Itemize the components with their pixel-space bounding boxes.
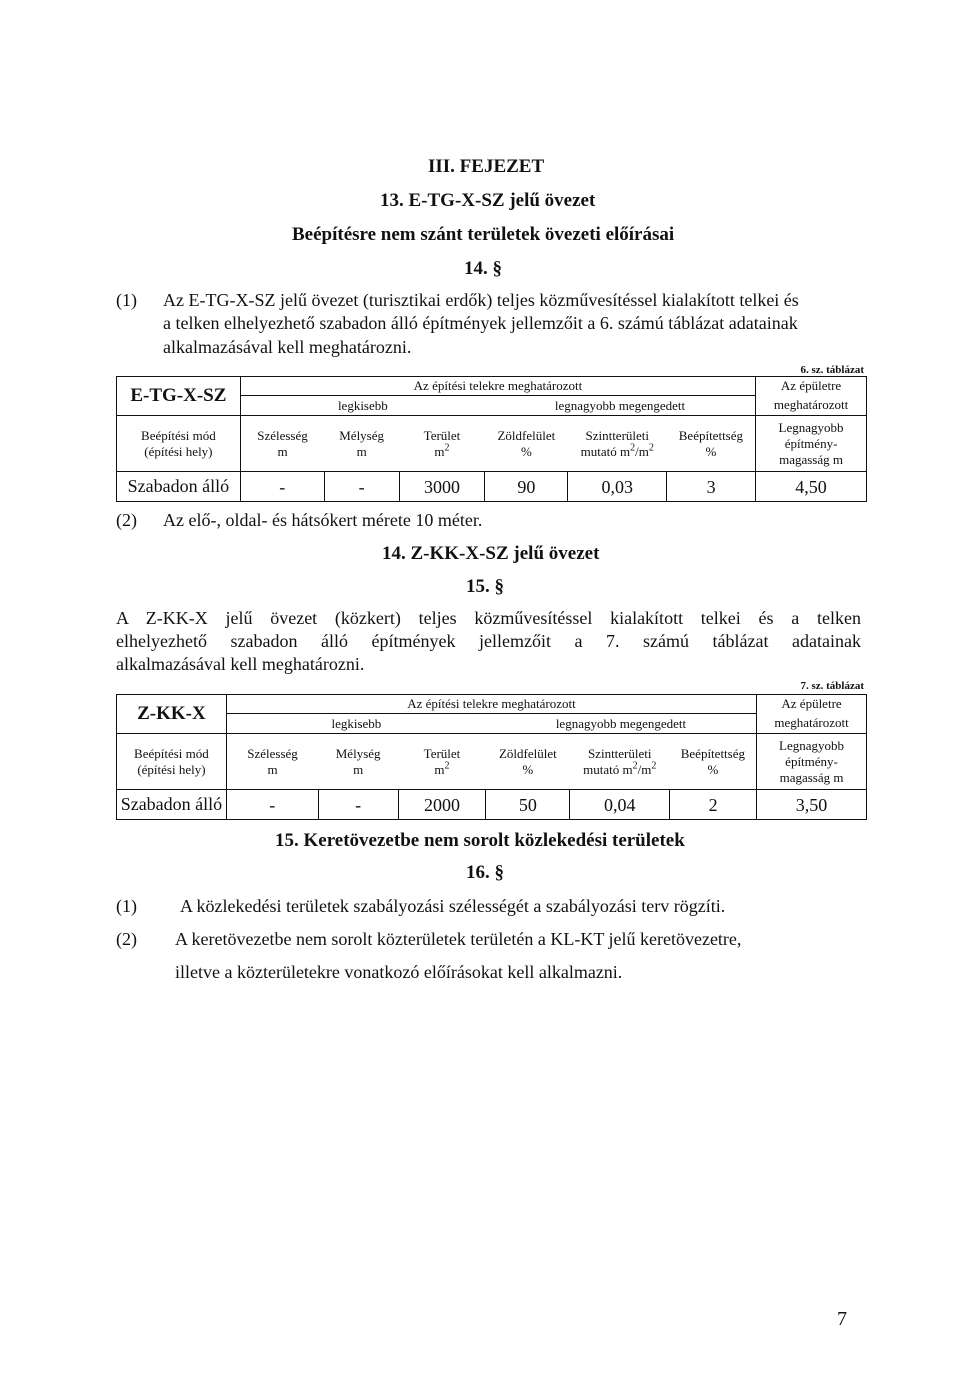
table-7-zone: Z-KK-X [117,695,227,734]
table-7-row-built: 2 [670,790,757,820]
table-7 [116,694,867,820]
item-1-number: (1) [116,290,137,310]
item-1-line-2: a telken elhelyezhető szabadon álló építmények jellemzőit a 6. számú táblázat adatainak [163,313,798,333]
table-6-col-built: Beépítettség % [667,416,756,472]
table-7-col-height: Legnagyobb építmény- magasság m [757,734,867,790]
section-13-title: 13. E-TG-X-SZ jelű övezet [380,190,596,211]
table-7-col-floor: Szintterületi mutató $m^2/m^2$ [570,734,670,790]
table-6-right-header-2: meghatározott [756,396,867,416]
section-13-subtitle: Beépítésre nem szánt területek övezeti előírásai [292,224,675,245]
s15-item-1-number: (1) [116,896,137,916]
table-6-col-height: Legnagyobb építmény- magasság m [756,416,867,472]
section-14-line-2: elhelyezhető szabadon álló építmények jellemzőit a 7. számú táblázat adatainak [116,631,861,651]
table-7-col-width: Szélesség m [226,734,318,790]
table-6-label: 6. sz. táblázat [800,364,864,376]
table-6-row-area: 3000 [399,472,485,502]
table-7-row-floor: 0,04 [570,790,670,820]
table-7-row-width: - [226,790,318,820]
table-7-row-green: 50 [486,790,570,820]
table-6-col-area: Terület $m^2$ [399,416,485,472]
table-7-row-area: 2000 [398,790,486,820]
table-6-row-floor: 0,03 [568,472,667,502]
item-1-line-1: Az E-TG-X-SZ jelű övezet (turisztikai erdők) teljes közművesítéssel kialakított telkei és [163,290,799,310]
s15-item-2-line-2: illetve a közterületekre vonatkozó előírásokat kell alkalmazni. [175,962,623,982]
table-6 [116,376,867,502]
table-7-sub-max: legnagyobb megengedett [486,714,757,734]
paragraph-14: 14. § [464,258,502,279]
table-7-row-mode: Szabadon álló [117,790,227,820]
table-7-sub-min: legkisebb [331,715,382,731]
item-2-text: Az elő-, oldal- és hátsókert mérete 10 méter. [163,510,483,530]
page-number: 7 [837,1308,847,1330]
table-6-row-width: - [240,472,324,502]
s15-item-1-text: A közlekedési területek szabályozási szélességét a szabályozási terv rögzíti. [180,896,726,916]
table-6-row-green: 90 [485,472,568,502]
item-2-number: (2) [116,510,137,530]
section-14-line-1: A Z-KK-X jelű övezet (közkert) teljes közművesítéssel kialakított telkei és a telken [116,608,861,628]
section-15-title: 15. Keretövezetbe nem sorolt közlekedési területek [275,830,685,851]
table-6-col-width: Szélesség m [240,416,324,472]
table-6-zone: E-TG-X-SZ [117,377,241,416]
table-6-sub-min: legkisebb [337,397,388,413]
paragraph-16: 16. § [466,862,504,883]
table-7-col-green: Zöldfelület % [486,734,570,790]
table-7-group-header: Az építési telekre meghatározott [226,695,756,714]
table-6-row-height: 4,50 [756,472,867,502]
table-6-group-header: Az építési telekre meghatározott [240,377,755,396]
table-6-row-mode: Szabadon álló [117,472,241,502]
table-7-col-mode: Beépítési mód (építési hely) [117,734,227,790]
chapter-title: III. FEJEZET [428,156,545,177]
table-7-col-area: Terület $m^2$ [398,734,486,790]
table-7-col-built: Beépítettség % [670,734,757,790]
table-6-col-depth: Mélység m [324,416,399,472]
item-1-line-3: alkalmazásával kell meghatározni. [163,337,412,357]
table-7-row-depth: - [318,790,398,820]
table-6-col-floor: Szintterületi mutató $m^2/m^2$ [568,416,667,472]
table-6-sub-max: legnagyobb megengedett [485,396,756,416]
table-6-col-mode: Beépítési mód (építési hely) [117,416,241,472]
table-6-right-header-1: Az épületre [756,377,867,396]
table-7-row-height: 3,50 [757,790,867,820]
table-6-col-green: Zöldfelület % [485,416,568,472]
section-14-title: 14. Z-KK-X-SZ jelű övezet [382,543,600,564]
table-7-right-header-1: Az épületre [757,695,867,714]
table-7-label: 7. sz. táblázat [800,680,864,692]
paragraph-15: 15. § [466,576,504,597]
table-6-row-built: 3 [667,472,756,502]
table-7-right-header-2: meghatározott [757,714,867,734]
section-14-line-3: alkalmazásával kell meghatározni. [116,654,365,674]
table-6-row-depth: - [324,472,399,502]
s15-item-2-line-1: A keretövezetbe nem sorolt közterületek területén a KL-KT jelű keretövezetre, [175,929,742,949]
s15-item-2-number: (2) [116,929,137,949]
table-7-col-depth: Mélység m [318,734,398,790]
